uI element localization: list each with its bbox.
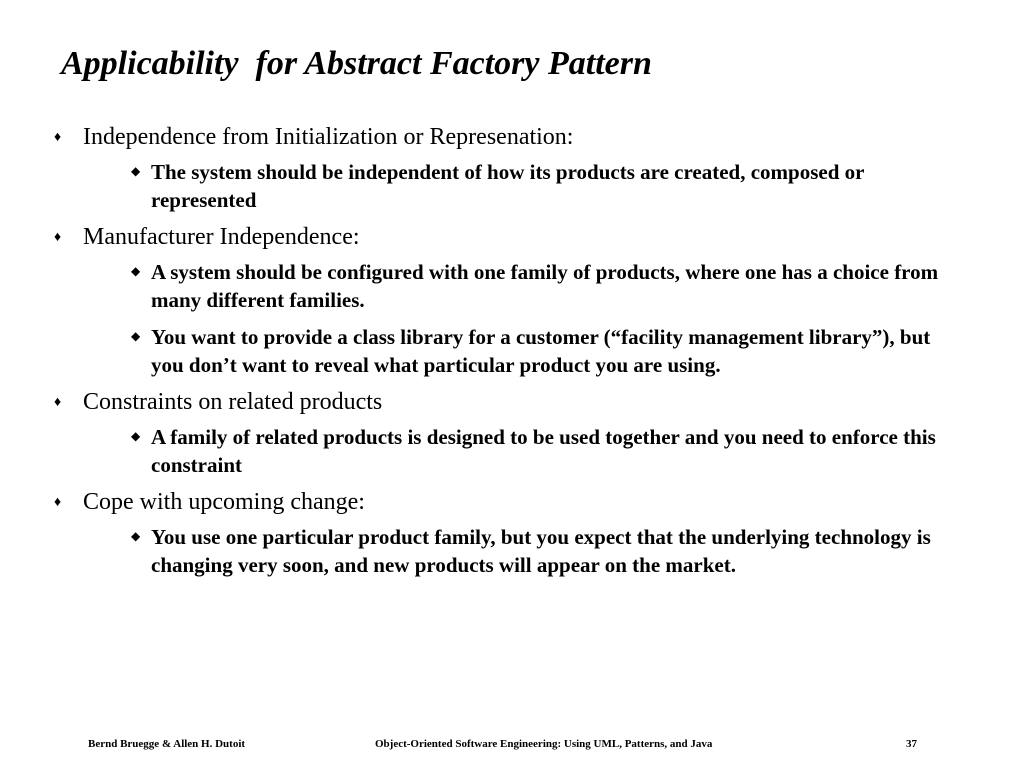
sub-bullet-list [127, 423, 954, 479]
bullet-text: Cope with upcoming change: [83, 489, 365, 515]
sub-bullet-list [127, 258, 954, 379]
diamond-bullet-icon: ♦ [54, 495, 62, 510]
bullet-item [54, 387, 954, 417]
footer-book-title: Object-Oriented Software Engineering: Using UML, Patterns, and Java [375, 738, 713, 750]
bullet-text: Constraints on related products [83, 389, 383, 415]
sub-bullet-item [127, 523, 963, 579]
bullet-text: Independence from Initialization or Represenation: [83, 124, 574, 150]
sub-bullet-text: You want to provide a class library for a customer (“facility management library”), but you don’t want to reveal what particular product you are using. [151, 325, 931, 377]
bullet-text: Manufacturer Independence: [83, 224, 360, 250]
slide-title: Applicability for Abstract Factory Pattern [61, 45, 652, 82]
sub-bullet-item [127, 323, 963, 379]
diamond-bullet-icon: ♦ [54, 130, 62, 145]
footer-authors: Bernd Bruegge & Allen H. Dutoit [88, 738, 246, 750]
sub-bullet-list [127, 158, 954, 214]
diamond-sub-bullet-icon: ◆ [131, 429, 141, 443]
diamond-sub-bullet-icon: ◆ [131, 529, 141, 543]
footer-page-number: 37 [906, 738, 917, 750]
bullet-item [54, 222, 954, 252]
sub-bullet-item [127, 258, 963, 314]
sub-bullet-item [127, 423, 963, 479]
bullet-list [54, 122, 954, 587]
sub-bullet-text: A system should be configured with one family of products, where one has a choice from many different families. [151, 260, 939, 312]
sub-bullet-text: A family of related products is designed to be used together and you need to enforce this constraint [151, 425, 936, 477]
sub-bullet-text: The system should be independent of how its products are created, composed or represented [151, 160, 865, 212]
sub-bullet-list [127, 523, 954, 579]
diamond-bullet-icon: ♦ [54, 230, 62, 245]
diamond-sub-bullet-icon: ◆ [131, 264, 141, 278]
bullet-item [54, 122, 954, 152]
sub-bullet-text: You use one particular product family, but you expect that the underlying technology is changing very soon, and new products will appear on the market. [151, 525, 931, 577]
diamond-sub-bullet-icon: ◆ [131, 164, 141, 178]
diamond-sub-bullet-icon: ◆ [131, 329, 141, 343]
sub-bullet-item [127, 158, 963, 214]
diamond-bullet-icon: ♦ [54, 395, 62, 410]
bullet-item [54, 487, 954, 517]
